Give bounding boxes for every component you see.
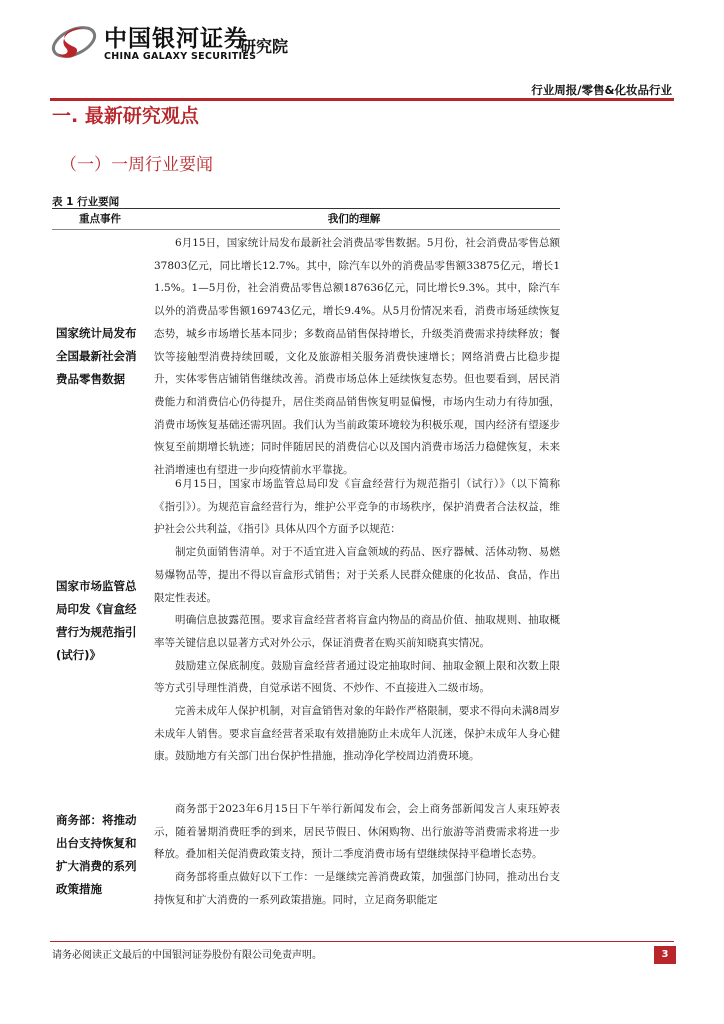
logo-english-name: CHINA GALAXY SECURITIES — [104, 51, 257, 62]
logo-chinese-name: 中国银河证券 — [104, 26, 248, 52]
table-row — [52, 473, 560, 768]
section-title: 一. 最新研究观点 — [52, 105, 199, 127]
view-paragraph: 明确信息披露范围。要求盲盒经营者将盲盒内物品的商品价值、抽取规则、抽取概率等关键信息以显著方式对外公示，保证消费者在购买前知晓真实情况。 — [154, 614, 560, 649]
event-title: 国家市场监管总局印发《盲盒经营行为规范指引(试行)》 — [56, 578, 137, 662]
event-cell — [52, 232, 148, 482]
table-row — [52, 798, 560, 912]
view-paragraph: 制定负面销售清单。对于不适宜进入盲盒领域的药品、医疗器械、活体动物、易燃易爆物品等，提出不得以盲盒形式销售；对于关系人民群众健康的化妆品、食品，作出限定性表述。 — [154, 546, 560, 604]
page-number: 3 — [654, 946, 676, 964]
view-paragraph: 鼓励建立保底制度。鼓励盲盒经营者通过设定抽取时间、抽取金额上限和次数上限等方式引导理性消费，自觉承诺不囤货、不炒作、不直接进入二级市场。 — [154, 659, 560, 695]
page-header — [0, 0, 724, 100]
view-paragraph: 商务部于2023年6月15日下午举行新闻发布会，会上商务部新闻发言人束珏婷表示，随着暑期消费旺季的到来，居民节假日、休闲购物、出行旅游等消费需求将进一步释放。叠加相关促消费政策支持，预计二季度消费市场有望继续保持平稳增长态势。 — [154, 803, 560, 861]
view-cell — [148, 798, 560, 912]
view-paragraph: 6月15日，国家市场监管总局印发《盲盒经营行为规范指引（试行）》（以下简称《指引》）。为规范盲盒经营行为，维护公平竞争的市场秩序，保护消费者合法权益，维护社会公共利益，《指引》具体从四个方面予以规范： — [154, 478, 560, 536]
event-cell — [52, 473, 148, 768]
galaxy-logo-icon — [50, 22, 98, 62]
industry-news-table — [52, 208, 560, 906]
event-title: 国家统计局发布全国最新社会消费品零售数据 — [56, 326, 137, 387]
event-title: 商务部：将推动出台支持恢复和扩大消费的系列政策措施 — [56, 812, 137, 896]
column-header-event: 重点事件 — [79, 213, 121, 225]
view-paragraph: 商务部将重点做好以下工作：一是继续完善消费政策，加强部门协同，推动出台支持恢复和扩大消费的一系列政策措施。同时，立足商务职能定 — [154, 871, 560, 906]
table-row — [52, 232, 560, 482]
footer-divider — [50, 941, 674, 942]
view-cell — [148, 232, 560, 482]
view-paragraph: 6月15日，国家统计局发布最新社会消费品零售数据。5月份，社会消费品零售总额37803亿元，同比增长12.7%。其中，除汽车以外的消费品零售额33875亿元，增长11.5%。1—5月份，社会消费品零售总额187636亿元，同比增长9.3%。其中，除汽车以外的消费品零售额169743亿元，增长9.4%。从5月份情况来看，消费市场延续恢复态势，城乡市场增长基本同步；多数商品销售保持增长，升级类消费需求持续释放；餐饮等接触型消费持续回暖，文化及旅游相关服务消费快速增长；网络消费占比稳步提升，实体零售店铺销售继续改善。消费市场总体上延续恢复态势。但也要看到，居民消费能力和消费信心仍待提升，居住类商品销售恢复明显偏慢，市场内生动力有待加强，消费市场恢复基础还需巩固。我们认为当前政策环境较为积极乐观，国内经济有望逐步恢复至前期增长轨迹；同时伴随居民的消费信心以及国内消费市场活力稳健恢复，未来社消增速也有望进一步向疫情前水平靠拢。 — [154, 237, 560, 477]
subsection-title: （一）一周行业要闻 — [60, 155, 213, 175]
table-header — [52, 208, 560, 230]
column-header-view: 我们的理解 — [327, 213, 381, 225]
view-cell — [148, 473, 560, 768]
event-cell — [52, 798, 148, 912]
footer-disclaimer: 请务必阅读正文最后的中国银河证券股份有限公司免责声明。 — [52, 950, 322, 961]
view-paragraph: 完善未成年人保护机制，对盲盒销售对象的年龄作严格限制，要求不得向未满8周岁未成年人销售。要求盲盒经营者采取有效措施防止未成年人沉迷，保护未成年人身心健康。鼓励地方有关部门出台保护性措施，推动净化学校周边消费环境。 — [154, 705, 560, 763]
institute-label: 研究院 — [240, 37, 289, 56]
table-caption: 表 1 行业要闻 — [52, 196, 120, 208]
report-type: 行业周报/零售&化妆品行业 — [531, 83, 672, 97]
